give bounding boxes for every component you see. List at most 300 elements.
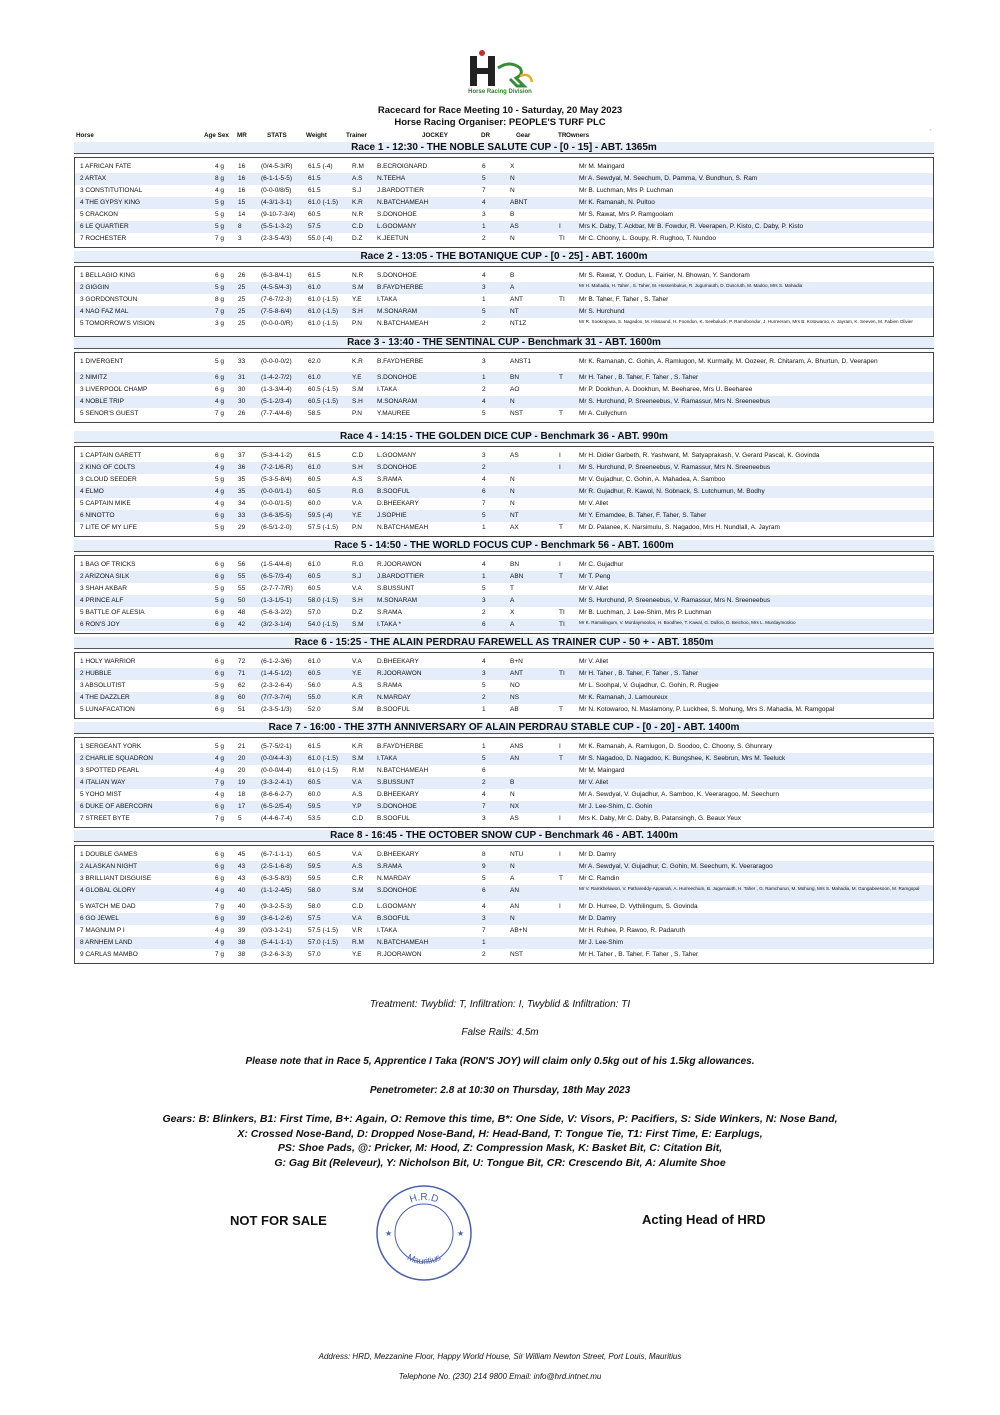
owners: Mr K. Ramalingum, V. Murdaymooloo, H. Boodhee, T. Kawal, G. Dulloo, D. Beichoo, Mrs L. Murdaymooloo [579,620,796,625]
jockey: I.TAKA * [377,621,402,628]
stats: (8-6-6-2-7) [261,791,293,798]
weight: 57.5 [308,915,321,922]
gear: AB+N [510,927,528,934]
horse-name: 4 PRINCE ALF [80,597,124,604]
table-row [75,450,933,462]
horse-name: 9 CARLAS MAMBO [80,951,138,958]
trainer: A.S [352,476,363,483]
jockey: L.GOOMANY [377,903,417,910]
gear: B [510,211,515,218]
trainer: V.A [352,585,362,592]
draw: 6 [482,488,486,495]
age-sex: 8 g [215,175,225,182]
mr-rating: 16 [238,163,246,170]
gear: ANT [510,296,523,303]
race-title: Race 8 - 16:45 - THE OCTOBER SNOW CUP - Benchmark 46 - ABT. 1400m [74,830,934,842]
horse-name: 5 TOMORROW'S VISION [80,320,155,327]
age-sex: 6 g [215,915,225,922]
weight: 59.5 [308,803,321,810]
draw: 2 [482,464,486,471]
mr-rating: 25 [238,296,246,303]
weight: 61.0 [308,464,321,471]
stats: (1-5-4/4-6) [261,561,292,568]
horse-name: 2 GIGGIN [80,284,109,291]
jockey: R.JOORAWON [377,670,422,677]
jockey: D.BHEEKARY [377,500,419,507]
weight: 61.5 [308,452,321,459]
horse-name: 4 NAO FAZ MAL [80,308,129,315]
jockey: R.JOORAWON [377,561,422,568]
organiser-title: Horse Racing Organiser: PEOPLE'S TURF PLC [394,117,606,128]
jockey: S.DONOHOE [377,887,417,894]
draw: 4 [482,199,486,206]
gears-line: G: Gag Bit (Releveur), Y: Nicholson Bit, U: Tongue Bit, CR: Crescendo Bit, A: Alumite Shoe [274,1156,726,1169]
table-row [75,680,933,692]
age-sex: 7 g [215,951,225,958]
gear: N [510,476,515,483]
trainer: S.M [352,621,364,628]
age-sex: 4 g [215,500,225,507]
age-sex: 6 g [215,803,225,810]
table-row [75,777,933,789]
gear: NST [510,951,523,958]
table-row [75,692,933,704]
owners: Mr H. Didier Garbeth, R. Yashwant, M. Satyaprakash, V. Gerard Pascal, K. Govinda [579,452,820,459]
horse-name: 5 LUNAFACATION [80,706,135,713]
jockey: B.FAYD'HERBE [377,284,424,291]
owners: Mr D. Damry [579,915,616,922]
stats: (2-7-7-7/R) [261,585,293,592]
treatment: TI [559,621,565,628]
mr-rating: 34 [238,500,246,507]
stats: (3-6-1-2-6) [261,915,293,922]
owners: Mr S. Hurchund, P. Sreeneebus, V. Ramassur, Mrs N. Sreeneebus [579,464,771,471]
owners: Mr K. Ramanah, N. Pultoo [579,199,655,206]
weight: 61.0 (-1.5) [308,308,338,315]
mr-rating: 29 [238,524,246,531]
age-sex: 4 g [215,488,225,495]
mr-rating: 45 [238,851,246,858]
horse-name: 3 LIVERPOOL CHAMP [80,386,148,393]
gear: NTU [510,851,524,858]
age-sex: 7 g [215,779,225,786]
weight: 61.0 [308,284,321,291]
mr-rating: 25 [238,284,246,291]
horse-name: 6 LE QUARTIER [80,223,129,230]
jockey: S.RAMA [377,476,402,483]
age-sex: 5 g [215,358,225,365]
age-sex: 7 g [215,815,225,822]
table-row [75,209,933,221]
table-row [75,801,933,813]
horse-name: 2 ARTAX [80,175,107,182]
draw: 3 [482,211,486,218]
horse-name: 7 ROCHESTER [80,235,127,242]
gear: AN [510,755,520,762]
horse-name: 7 STREET BYTE [80,815,130,822]
stats: (6-3-5-8/3) [261,875,292,882]
trainer: S.H [352,398,363,405]
stats: (5-3-5-8/4) [261,476,292,483]
table-row [75,522,933,534]
draw: 5 [482,682,486,689]
mr-rating: 38 [238,951,246,958]
stats: (4-3/1-3-1) [261,199,292,206]
treatment: T [559,875,563,882]
gear: N [510,488,515,495]
age-sex: 5 g [215,476,225,483]
weight: 57.5 [308,223,321,230]
weight: 61.0 [308,658,321,665]
draw: 6 [482,887,486,894]
table-row [75,384,933,396]
col-age: Age Sex [204,132,229,139]
weight: 60.5 [308,211,321,218]
age-sex: 7 g [215,235,225,242]
jockey: K.JEETUN [377,235,409,242]
trainer: K.R [352,358,363,365]
trainer: S.J [352,187,362,194]
gear: NX [510,803,520,810]
age-sex: 4 g [215,887,225,894]
stats: (1-4-5-1/2) [261,670,292,677]
stats: (4-4-6-7-4) [261,815,293,822]
jockey: M.SONARAM [377,308,418,315]
mr-rating: 25 [238,308,246,315]
apprentice-note: Please note that in Race 5, Apprentice I Taka (RON'S JOY) will claim only 0.5kg out of his 1.5kg allowances. [245,1056,755,1067]
owners: Mr V. Ramkhelawon, V. Pathareddy-Appanah, A. Hurreechum, B. Jugurnauth, H. Taher , G. Ramchurun, M. Mohung, Mrs S. Mahadia, M. Gungabeesoon, M. Ramgopal [579,886,920,891]
mr-rating: 16 [238,187,246,194]
horse-name: 7 LITE OF MY LIFE [80,524,137,531]
table-row [75,356,933,372]
weight: 59.5 [308,863,321,870]
owners: Mr A. Sewdyal, V. Gujadhur, C. Gohin, M. Seechurn, K. Veeraragoo [579,863,773,870]
age-sex: 4 g [215,767,225,774]
treatment: T [559,374,563,381]
weight: 57.0 (-1.5) [308,939,338,946]
draw: 3 [482,597,486,604]
trainer: V.A [352,851,362,858]
treatment: I [559,452,561,459]
stats: (0/4-5-3/R) [261,163,293,170]
age-sex: 6 g [215,706,225,713]
weight: 59.5 (-4) [308,512,333,519]
stats: (5-5-1-3-2) [261,223,293,230]
weight: 60.5 (-1.5) [308,386,338,393]
race-section [74,637,934,719]
treatment: I [559,223,561,230]
horse-name: 1 HOLY WARRIOR [80,658,136,665]
draw: 5 [482,875,486,882]
jockey: S.RAMA [377,682,402,689]
weight: 55.0 [308,694,321,701]
owners: Mr B. Taher, F. Taher , S. Taher [579,296,669,303]
mr-rating: 35 [238,488,246,495]
horse-name: 7 MAGNUM P I [80,927,125,934]
mr-rating: 40 [238,887,246,894]
col-tr: TR [558,132,567,139]
treatment: I [559,903,561,910]
table-row [75,668,933,680]
gear: N [510,863,515,870]
draw: 2 [482,609,486,616]
table-row [75,270,933,282]
age-sex: 5 g [215,597,225,604]
race-section [74,540,934,634]
horse-name: 2 CHARLIE SQUADRON [80,755,153,762]
race-section [74,830,934,964]
age-sex: 6 g [215,374,225,381]
stats: (0-0-0/1-5) [261,500,292,507]
trainer: R.M [352,767,364,774]
owners: Mr A. Sewdyal, V. Gujadhur, A. Samboo, K. Veeraragoo, M. Seechurn [579,791,779,798]
gear: A [510,597,515,604]
gear: AN [510,887,520,894]
gear: A [510,621,515,628]
gear: A [510,875,515,882]
treatment: TI [559,609,565,616]
gear: BN [510,561,520,568]
trainer: V.A [352,779,362,786]
draw: 9 [482,863,486,870]
table-row [75,619,933,631]
owners: Mr S. Nagadoo, D. Nagadoo, K. Bungshee, K. Seebrun, Mrs M. Teeluck [579,755,786,762]
horse-name: 3 GORDONSTOUN [80,296,138,303]
horse-name: 6 GO JEWEL [80,915,120,922]
weight: 60.0 [308,500,321,507]
jockey: N.BATCHAMEAH [377,939,429,946]
trainer: Y.E [352,374,362,381]
gear: NT1Z [510,320,527,327]
weight: 62.0 [308,358,321,365]
mr-rating: 33 [238,358,246,365]
treatment: I [559,851,561,858]
owners: Mr C. Gujadhur [579,561,624,568]
draw: 1 [482,743,486,750]
trainer: V.A [352,915,362,922]
stats: (1-4-2-7/2) [261,374,292,381]
stats: (1-3-1/5-1) [261,597,292,604]
mr-rating: 37 [238,452,246,459]
draw: 5 [482,175,486,182]
gear: B [510,779,515,786]
draw: 1 [482,939,486,946]
age-sex: 5 g [215,284,225,291]
draw: 4 [482,476,486,483]
race-title: Race 5 - 14:50 - THE WORLD FOCUS CUP - Benchmark 56 - ABT. 1600m [74,540,934,552]
mr-rating: 8 [238,223,242,230]
trainer: C.D [352,223,364,230]
owners: Mrs K. Daby, Mr C. Daby, B. Patansingh, G. Beaux Yeux [579,815,741,822]
draw: 5 [482,755,486,762]
jockey: J.SOPHIE [377,512,407,519]
horse-name: 1 BAG OF TRICKS [80,561,136,568]
stats: (0-0-0-0/R) [261,320,293,327]
jockey: J.BARDOTTIER [377,187,424,194]
age-sex: 6 g [215,658,225,665]
jockey: S.DONOHOE [377,464,417,471]
owners: Mr V. Allet [579,658,609,665]
mr-rating: 26 [238,272,246,279]
owners: Mr L. Soohpal, V. Gujadhur, C. Gohin, R. Rugjee [579,682,719,689]
table-row [75,861,933,873]
horse-name: 3 SPOTTED PEARL [80,767,140,774]
race-section [74,142,934,248]
owners: Mr V. Allet [579,779,609,786]
weight: 53.5 [308,815,321,822]
gear: N [510,500,515,507]
jockey: N.BATCHAMEAH [377,320,429,327]
table-row [75,221,933,233]
mr-rating: 15 [238,199,246,206]
jockey: B.SOOFUL [377,915,410,922]
mr-rating: 33 [238,512,246,519]
gear: N [510,915,515,922]
gear: X [510,609,515,616]
weight: 61.5 [308,272,321,279]
owners: Mr C. Ramdin [579,875,620,882]
treatment: T [559,755,563,762]
owners: Mr B. Luchman, J. Lee-Shim, Mrs P. Luchman [579,609,712,616]
jockey: S.BUSSUNT [377,585,415,592]
weight: 58.0 (-1.5) [308,597,338,604]
owners: Mrs K. Daby, T. Ackbar, Mr B. Fowdur, R. Veerapen, P. Kisto, C. Daby, P. Kisto [579,223,804,230]
mr-rating: 16 [238,175,246,182]
race-section [74,337,934,423]
race-section [74,722,934,828]
jockey: I.TAKA [377,296,398,303]
weight: 52.0 [308,706,321,713]
owners: Mr V. Allet [579,585,609,592]
age-sex: 6 g [215,851,225,858]
treatment: I [559,561,561,568]
mr-rating: 72 [238,658,246,665]
jockey: S.RAMA [377,863,402,870]
gear: AN [510,903,520,910]
table-row [75,474,933,486]
stamp-top-text: H.R.D [408,1192,440,1206]
stamp-bottom-text: Mauritius [405,1251,443,1267]
trainer: S.M [352,755,364,762]
stats: (3-3-2-4-1) [261,779,293,786]
draw: 1 [482,223,486,230]
col-stats: STATS [267,132,287,139]
age-sex: 5 g [215,199,225,206]
table-row [75,583,933,595]
table-row [75,408,933,420]
stats: (1-3-3/4-4) [261,386,292,393]
mr-rating: 60 [238,694,246,701]
mr-rating: 42 [238,621,246,628]
runners-table [74,352,934,423]
age-sex: 5 g [215,223,225,230]
stats: (6-1-2-3/6) [261,658,292,665]
weight: 61.5 (-4) [308,163,333,170]
stats: (0-0-0/8/5) [261,187,292,194]
col-mr: MR [237,132,247,139]
mr-rating: 30 [238,386,246,393]
draw: 3 [482,358,486,365]
horse-name: 1 BELLAGIO KING [80,272,136,279]
owners: Mr V. Gujadhur, C. Gohin, A. Mahadea, A. Samboo [579,476,726,483]
trainer: V.R [352,927,363,934]
margin-mark: , [930,126,932,132]
owners: Mr D. Damry [579,851,616,858]
table-row [75,949,933,961]
weight: 61.0 (-1.5) [308,296,338,303]
address: Address: HRD, Mezzanine Floor, Happy World House, Sir William Newton Street, Port Louis, Mauritius [318,1352,682,1361]
draw: 3 [482,284,486,291]
stats: (0-0-0-0/2) [261,358,292,365]
draw: 6 [482,621,486,628]
weight: 55.0 (-4) [308,235,333,242]
stats: (0-0/4-4-3) [261,755,292,762]
owners: Mr D. Palanee, K. Narsimulu, S. Nagadoo, Mrs H. Nundlall, A. Jayram [579,524,780,531]
weight: 61.0 [308,374,321,381]
false-rails-note: False Rails: 4.5m [461,1027,539,1038]
age-sex: 4 g [215,398,225,405]
draw: 1 [482,573,486,580]
svg-text:Mauritius [406,1252,443,1266]
table-row [75,925,933,937]
stats: (2-5-1-6-8) [261,863,293,870]
gears-legend [110,1112,890,1170]
gear: B+N [510,658,523,665]
draw: 2 [482,320,486,327]
jockey: I.TAKA [377,755,398,762]
draw: 4 [482,903,486,910]
jockey: S.DONOHOE [377,211,417,218]
table-row [75,282,933,294]
horse-name: 2 KING OF COLTS [80,464,136,471]
age-sex: 6 g [215,573,225,580]
owners: Mr A. Sewdyal, M. Seechum, D. Pamma, V. Bundhun, S. Ram [579,175,758,182]
owners: Mr P. Dookhun, A. Dookhun, M. Beeharee, Mrs U. Beeharee [579,386,753,393]
trainer: C.D [352,903,364,910]
mr-rating: 19 [238,779,246,786]
weight: 61.0 (-1.5) [308,320,338,327]
draw: 5 [482,585,486,592]
table-row [75,704,933,716]
gear: ANT [510,670,523,677]
age-sex: 6 g [215,452,225,459]
draw: 2 [482,235,486,242]
acting-head-label: Acting Head of HRD [642,1212,766,1227]
mr-rating: 3 [238,235,242,242]
mr-rating: 30 [238,398,246,405]
mr-rating: 17 [238,803,246,810]
weight: 60.5 [308,585,321,592]
horse-name: 1 DOUBLE GAMES [80,851,138,858]
age-sex: 6 g [215,272,225,279]
jockey: S.DONOHOE [377,272,417,279]
weight: 60.5 [308,573,321,580]
stats: (5-1-2/3-4) [261,398,292,405]
weight: 57.0 [308,951,321,958]
race-title: Race 4 - 14:15 - THE GOLDEN DICE CUP - Benchmark 36 - ABT. 990m [74,431,934,443]
owners: Mr J. Lee-Shim, C. Gohin [579,803,653,810]
table-row [75,913,933,925]
gear: NST [510,410,523,417]
trainer: R.G [352,561,364,568]
col-gear: Gear [516,132,531,139]
owners: Mr M. Maingard [579,767,625,774]
trainer: Y.E [352,512,362,519]
gear: ANS [510,743,524,750]
gear: N [510,175,515,182]
table-row [75,571,933,583]
gear: B [510,272,515,279]
